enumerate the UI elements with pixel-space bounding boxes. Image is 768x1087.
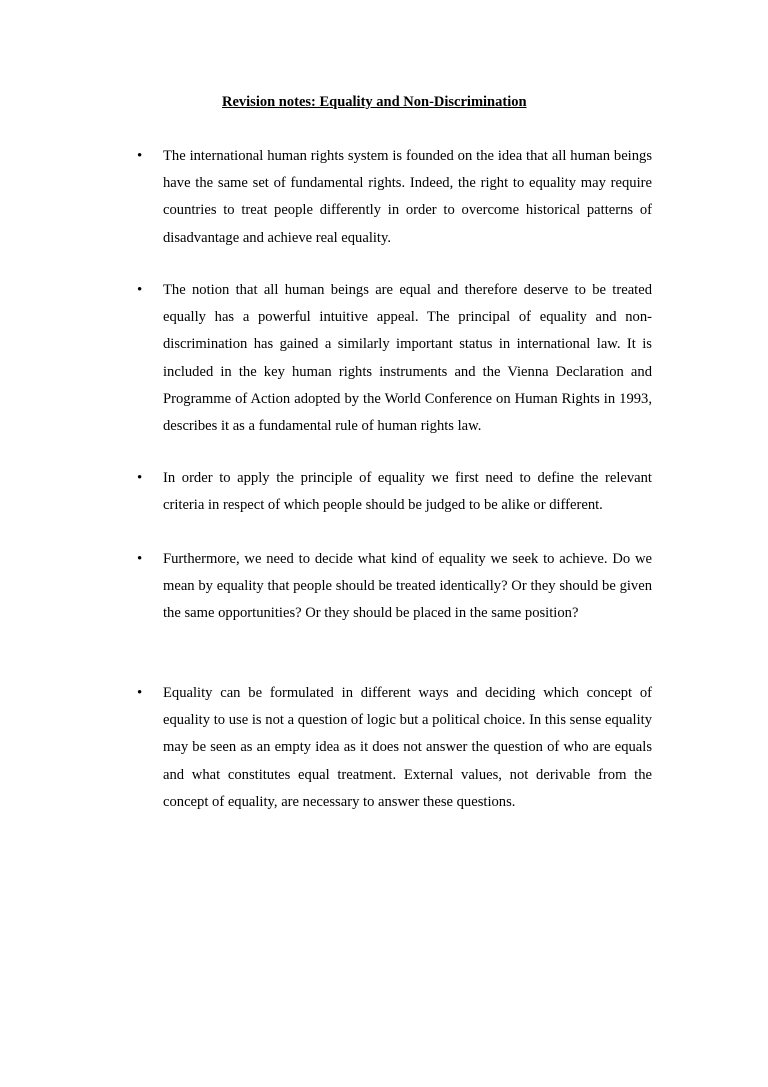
list-item-text: The notion that all human beings are equal and therefore deserve to be treated equally has a powerful intuitive appeal. The principal of equality and non-discrimination has gained a similarly important status in international law. It is included in the key human rights instruments and the Vienna Declaration and Programme of Action adopted by the World Conference on Human Rights in 1993, describes it as a fundamental rule of human rights law. bbox=[163, 282, 652, 435]
list-item-text: In order to apply the principle of equality we first need to define the relevant criteria in respect of which people should be judged to be alike or different. bbox=[163, 470, 652, 514]
list-item-text: Equality can be formulated in different ways and deciding which concept of equality to use is not a question of logic but a political choice. In this sense equality may be seen as an empty idea as it does not answer the question of who are equals and what constitutes equal treatment. External values, not derivable from the concept of equality, are necessary to answer these questions. bbox=[163, 685, 652, 810]
list-item-text: Furthermore, we need to decide what kind of equality we seek to achieve. Do we mean by equality that people should be treated identically? Or they should be given the same opportunities? Or they should be placed in the same position? bbox=[163, 551, 652, 622]
document-title: Revision notes: Equality and Non-Discrimination bbox=[222, 94, 527, 110]
bullet-icon: • bbox=[137, 470, 143, 486]
bullet-icon: • bbox=[137, 551, 143, 567]
bullet-icon: • bbox=[137, 282, 143, 298]
list-item-text: The international human rights system is founded on the idea that all human beings have the same set of fundamental rights. Indeed, the right to equality may require countries to treat people differently in order to overcome historical patterns of disadvantage and achieve real equality. bbox=[163, 148, 652, 246]
bullet-icon: • bbox=[137, 685, 143, 701]
bullet-icon: • bbox=[137, 148, 143, 164]
